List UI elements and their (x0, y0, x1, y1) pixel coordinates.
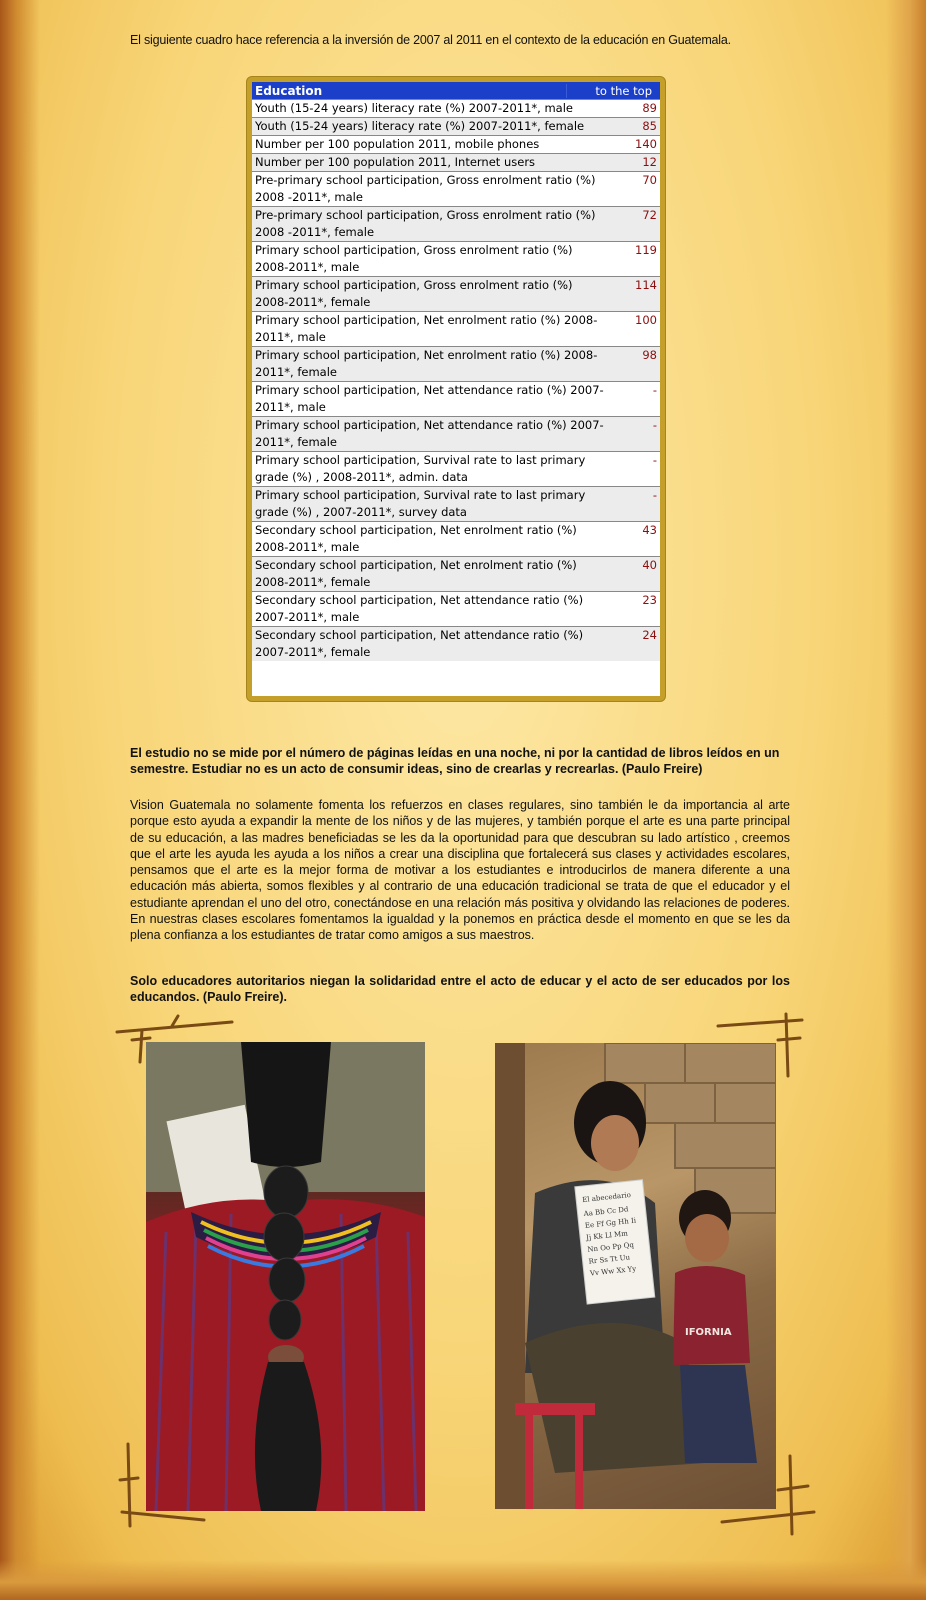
alphabet-sign-line: Aa Bb Cc Dd (583, 1205, 629, 1218)
table-row (252, 171, 660, 206)
child-shirt-text: IFORNIA (685, 1327, 732, 1338)
row-value: - (652, 453, 657, 467)
row-label: Primary school participation, Net enrolment ratio (%) 2008-2011*, female (255, 348, 598, 379)
table-row (252, 451, 660, 486)
freire-quote-1: El estudio no se mide por el número de páginas leídas en una noche, ni por la cantidad de libros leídos en un semestre. Estudiar no es un acto de consumir ideas, sino de crearlas y recrearlas. (Paulo Freire) (130, 746, 780, 776)
alphabet-sign-line: Rr Ss Tt Uu (588, 1253, 631, 1266)
table-row (252, 135, 660, 153)
education-table-frame (247, 77, 665, 701)
table-row (252, 591, 660, 626)
classroom-illustration (495, 1043, 776, 1509)
alphabet-sign-line: Vv Ww Xx Yy (589, 1264, 637, 1278)
table-row (252, 486, 660, 521)
to-the-top-link[interactable]: to the top (566, 84, 660, 98)
row-value: 23 (642, 593, 657, 607)
row-value: 70 (642, 173, 657, 187)
row-value: 72 (642, 208, 657, 222)
row-label: Secondary school participation, Net attendance ratio (%) 2007-2011*, female (255, 628, 584, 659)
grunge-bottom-edge (0, 1560, 926, 1600)
table-row (252, 556, 660, 591)
row-label: Primary school participation, Gross enrolment ratio (%) 2008-2011*, male (255, 243, 573, 274)
row-value: 140 (635, 137, 657, 151)
table-row (252, 276, 660, 311)
row-value: - (652, 383, 657, 397)
row-value: - (652, 418, 657, 432)
table-row (252, 153, 660, 171)
row-label: Number per 100 population 2011, Internet users (255, 155, 536, 169)
table-row (252, 241, 660, 276)
row-label: Pre-primary school participation, Gross enrolment ratio (%) 2008 -2011*, female (255, 208, 596, 239)
alphabet-sign-line: Nn Oo Pp Qq (587, 1240, 635, 1254)
row-value: 119 (635, 243, 657, 257)
row-label: Youth (15-24 years) literacy rate (%) 2007-2011*, male (255, 101, 573, 115)
row-value: 98 (642, 348, 657, 362)
freire-quote-2: Solo educadores autoritarios niegan la solidaridad entre el acto de educar y el acto de ser educados por los educandos. (Paulo Freire). (130, 974, 790, 1005)
table-row (252, 626, 660, 661)
row-value: 85 (642, 119, 657, 133)
row-value: 114 (635, 278, 657, 292)
row-label: Primary school participation, Net attendance ratio (%) 2007-2011*, male (255, 383, 604, 414)
table-row (252, 99, 660, 117)
grunge-left-edge (0, 0, 40, 1600)
row-label: Primary school participation, Net attendance ratio (%) 2007-2011*, female (255, 418, 604, 449)
braid-illustration (146, 1042, 425, 1511)
row-label: Number per 100 population 2011, mobile phones (255, 137, 540, 151)
table-header (252, 82, 660, 99)
row-label: Youth (15-24 years) literacy rate (%) 2007-2011*, female (255, 119, 585, 133)
table-row (252, 521, 660, 556)
row-label: Secondary school participation, Net enrolment ratio (%) 2008-2011*, female (255, 558, 577, 589)
grunge-right-edge (886, 0, 926, 1600)
row-value: 12 (642, 155, 657, 169)
intro-text: El siguiente cuadro hace referencia a la inversión de 2007 al 2011 en el contexto de la educación en Guatemala. (130, 33, 731, 47)
row-value: 100 (635, 313, 657, 327)
alphabet-sign-line: Jj Kk Ll Mm (585, 1229, 629, 1242)
alphabet-sign-line: El abecedario (581, 1190, 632, 1205)
photo-braid-huipil (146, 1042, 425, 1511)
row-label: Primary school participation, Survival rate to last primary grade (%) , 2007-2011*, survey data (255, 488, 586, 519)
row-value: 40 (642, 558, 657, 572)
row-value: 24 (642, 628, 657, 642)
row-label: Primary school participation, Net enrolment ratio (%) 2008-2011*, male (255, 313, 598, 344)
table-row (252, 416, 660, 451)
table-row (252, 381, 660, 416)
vision-guatemala-paragraph: Vision Guatemala no solamente fomenta los refuerzos en clases regulares, sino también le da importancia al arte porque esto ayuda a expandir la mente de los niños y de las mujeres, y también porque el arte es una parte principal de su educación, a las madres beneficiadas se les da la oportunidad para que descubran su lado artístico , creemos que el arte les ayuda les ayuda a los niños a crear una disciplina que fortalecerá sus clases y actividades escolares, pensamos que el arte es la mejor forma de motivar a los estudiantes e introducirlos de manera diferente a una educación más abierta, somos flexibles y al contrario de una educación tradicional se trata de que el educador y el estudiante aprendan el uno del otro, conectándose en una relación más positiva y olvidando las relaciones de poderes. En nuestras clases escolares fomentamos la igualdad y la ponemos en práctica desde el momento en que se les da plena confianza a los estudiantes de tratar como amigos a sus maestros. (130, 798, 790, 943)
row-label: Primary school participation, Gross enrolment ratio (%) 2008-2011*, female (255, 278, 573, 309)
row-label: Primary school participation, Survival rate to last primary grade (%) , 2008-2011*, admin. data (255, 453, 586, 484)
table-body (252, 99, 660, 661)
row-label: Secondary school participation, Net enrolment ratio (%) 2008-2011*, male (255, 523, 577, 554)
row-value: 43 (642, 523, 657, 537)
table-row (252, 117, 660, 135)
photo-mother-child-alphabet (495, 1043, 776, 1509)
row-value: - (652, 488, 657, 502)
row-label: Secondary school participation, Net attendance ratio (%) 2007-2011*, male (255, 593, 584, 624)
alphabet-sign-line: Ee Ff Gg Hh Ii (584, 1216, 637, 1230)
table-row (252, 206, 660, 241)
table-title: Education (255, 83, 323, 98)
table-row (252, 346, 660, 381)
table-row (252, 311, 660, 346)
education-table (252, 82, 660, 696)
row-label: Pre-primary school participation, Gross enrolment ratio (%) 2008 -2011*, male (255, 173, 596, 204)
row-value: 89 (642, 101, 657, 115)
